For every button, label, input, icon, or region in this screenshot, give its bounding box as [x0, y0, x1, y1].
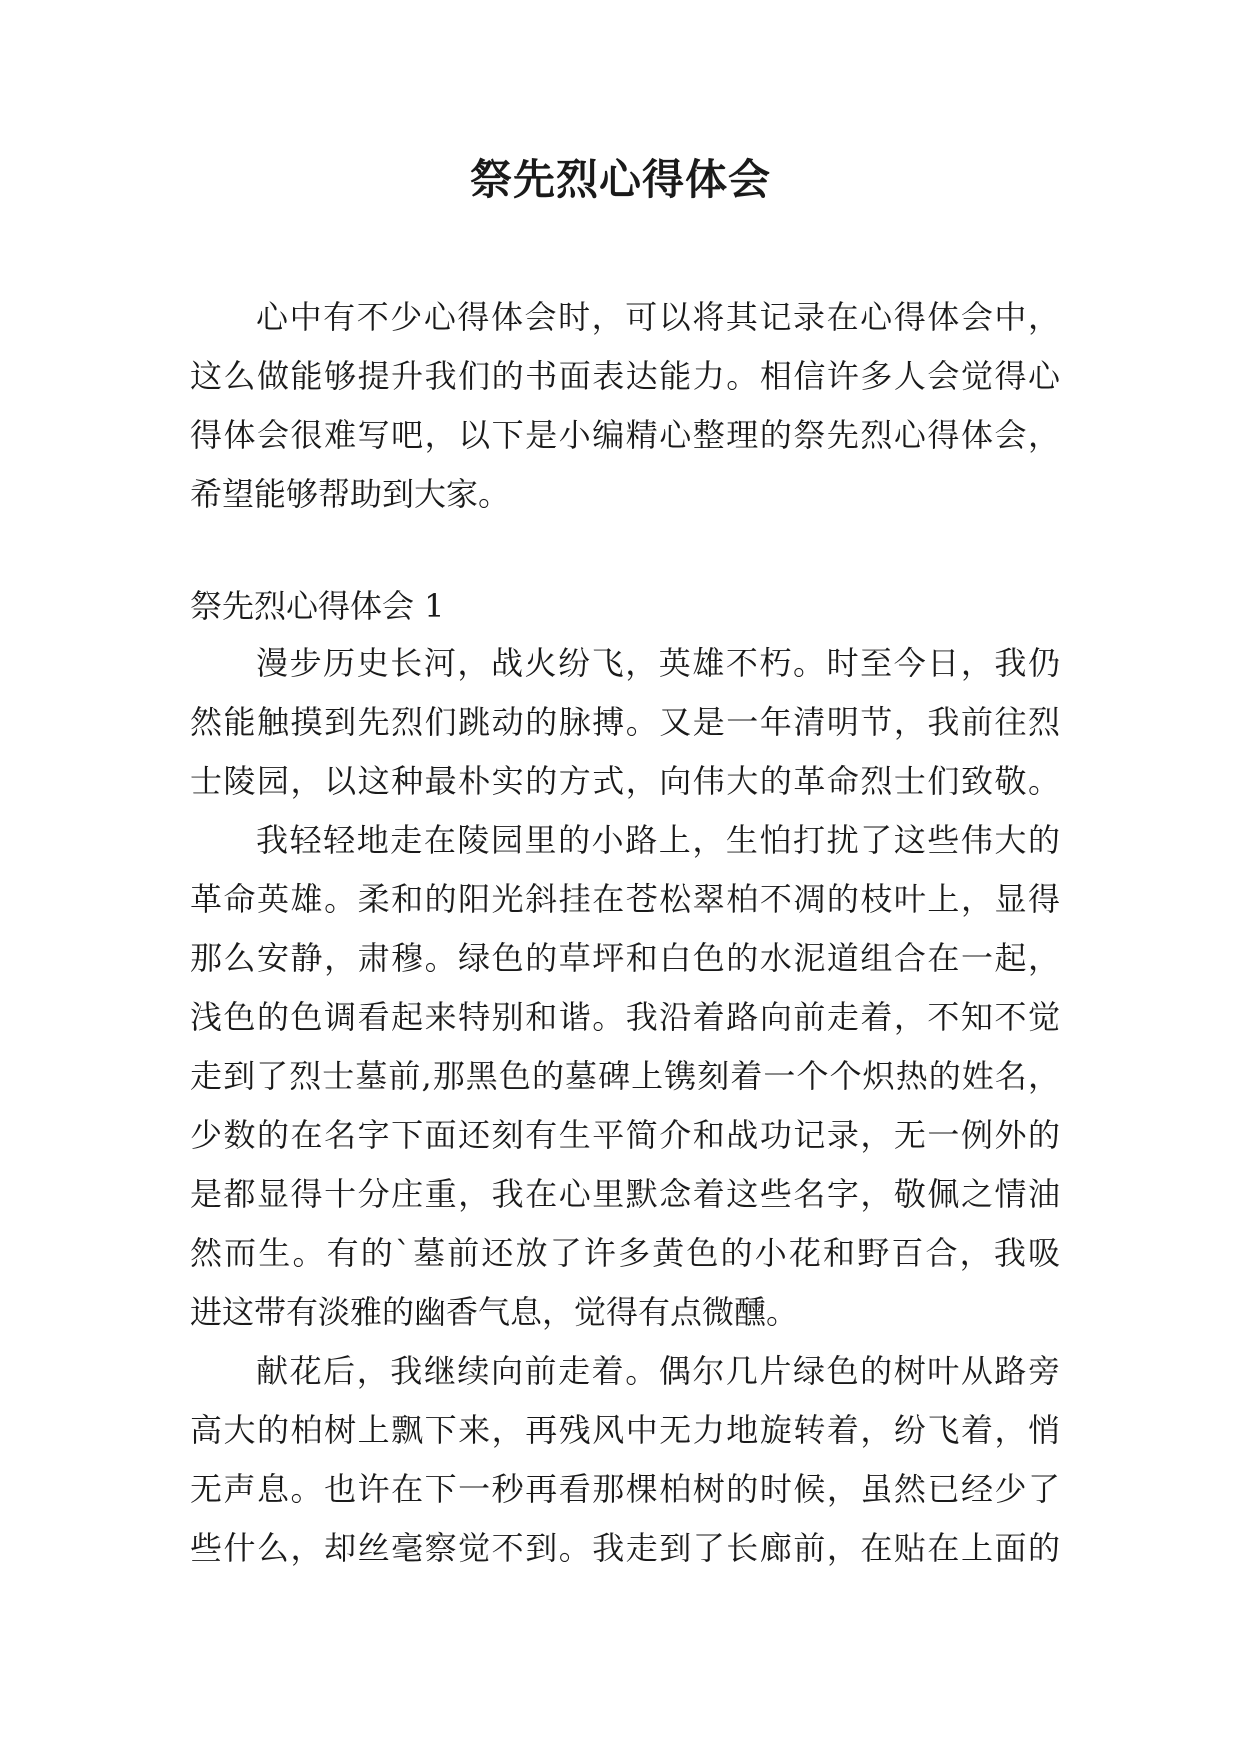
text-line: 然能触摸到先烈们跳动的脉搏。又是一年清明节，我前往烈 — [190, 703, 1060, 741]
document-title: 祭先烈心得体会 — [469, 155, 771, 204]
text-line: 走到了烈士墓前,那黑色的墓碑上镌刻着一个个炽热的姓名， — [190, 1057, 1060, 1095]
text-line: 漫步历史长河，战火纷飞，英雄不朽。时至今日，我仍 — [256, 644, 1060, 682]
section-body — [190, 634, 1060, 1578]
text-line: 希望能够帮助到大家。 — [190, 475, 511, 513]
text-line: 我轻轻地走在陵园里的小路上，生怕打扰了这些伟大的 — [256, 821, 1060, 859]
intro-paragraph — [190, 288, 1060, 524]
text-line: 这么做能够提升我们的书面表达能力。相信许多人会觉得心 — [190, 357, 1060, 395]
text-line: 革命英雄。柔和的阳光斜挂在苍松翠柏不凋的枝叶上，显得 — [190, 880, 1060, 918]
text-line: 些什么，却丝毫察觉不到。我走到了长廊前，在贴在上面的 — [190, 1529, 1060, 1567]
paragraph — [190, 634, 1060, 811]
section-heading: 祭先烈心得体会 1 — [190, 587, 445, 625]
text-line: 高大的柏树上飘下来，再残风中无力地旋转着，纷飞着，悄 — [190, 1411, 1060, 1449]
text-line: 然而生。有的`墓前还放了许多黄色的小花和野百合，我吸 — [190, 1234, 1060, 1272]
text-line: 浅色的色调看起来特别和谐。我沿着路向前走着，不知不觉 — [190, 998, 1060, 1036]
text-line: 那么安静，肃穆。绿色的草坪和白色的水泥道组合在一起， — [190, 939, 1060, 977]
text-line: 得体会很难写吧，以下是小编精心整理的祭先烈心得体会， — [190, 416, 1060, 454]
text-line: 士陵园，以这种最朴实的方式，向伟大的革命烈士们致敬。 — [190, 762, 1060, 800]
paragraph — [190, 811, 1060, 1342]
text-line: 献花后，我继续向前走着。偶尔几片绿色的树叶从路旁 — [256, 1352, 1060, 1390]
text-line: 少数的在名字下面还刻有生平简介和战功记录，无一例外的 — [190, 1116, 1060, 1154]
text-line: 心中有不少心得体会时，可以将其记录在心得体会中， — [256, 298, 1060, 336]
text-line: 是都显得十分庄重，我在心里默念着这些名字，敬佩之情油 — [190, 1175, 1060, 1213]
paragraph — [190, 1342, 1060, 1578]
text-line: 无声息。也许在下一秒再看那棵柏树的时候，虽然已经少了 — [190, 1470, 1060, 1508]
text-line: 进这带有淡雅的幽香气息，觉得有点微醺。 — [190, 1293, 799, 1331]
